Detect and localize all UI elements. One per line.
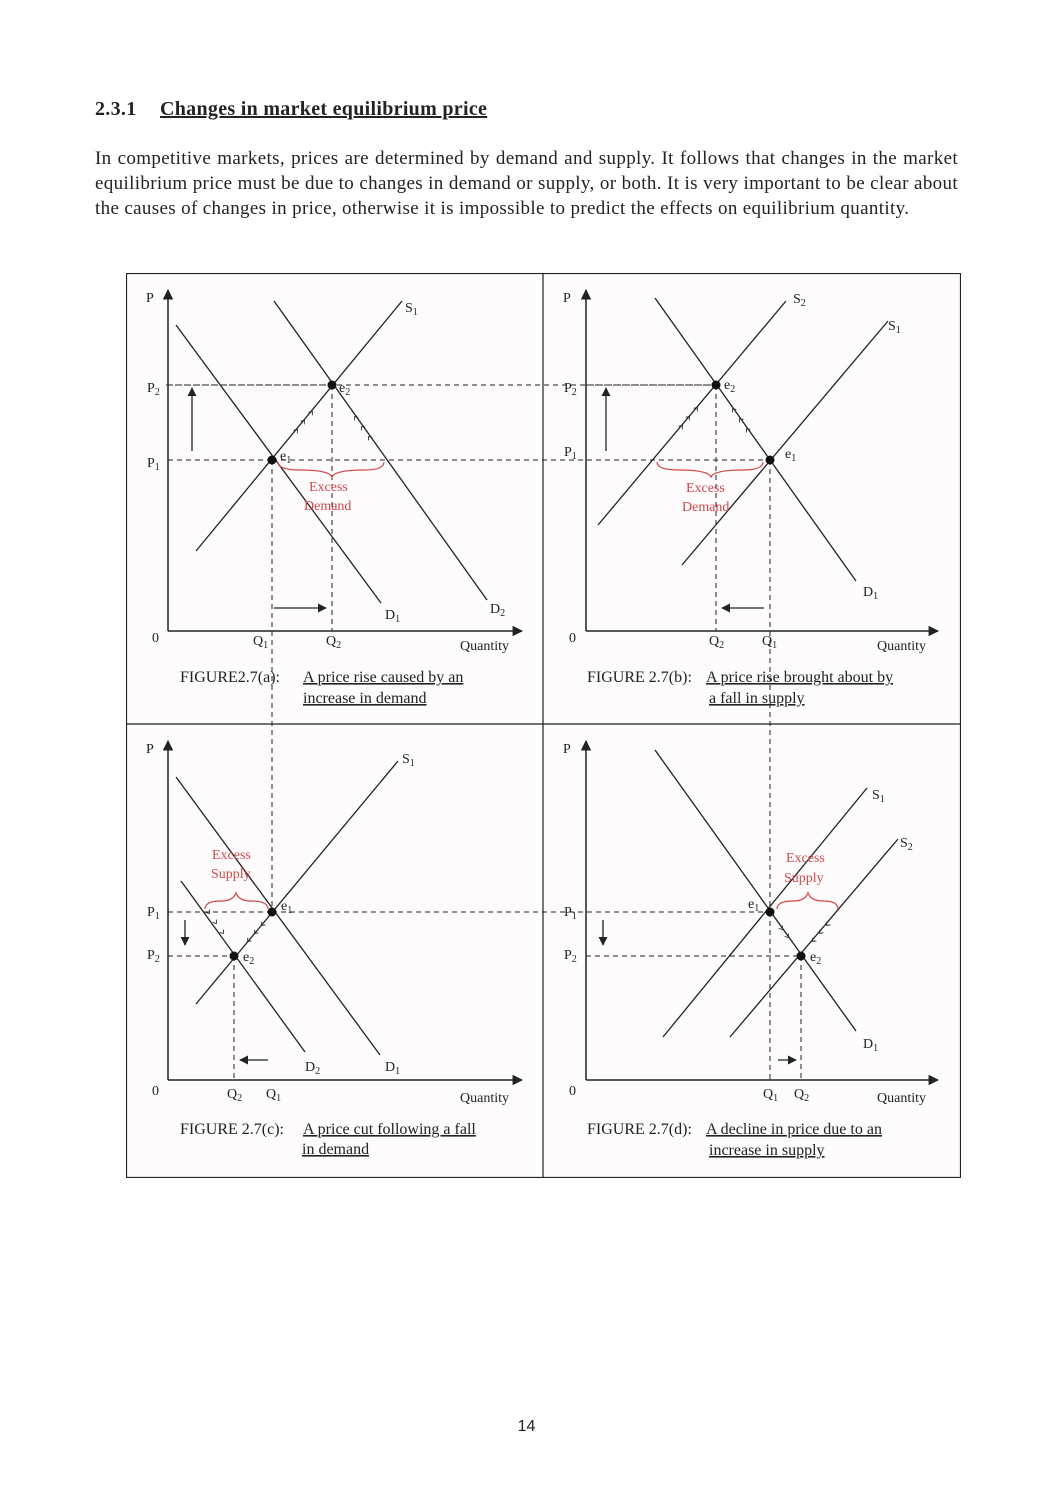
svg-text:S2: $S_2$	[900, 836, 913, 853]
fig-b-origin: 0	[569, 631, 576, 646]
fig-d-caption-line1: A decline in price due to an	[706, 1121, 882, 1138]
fig-b-excess-line1: Excess	[686, 481, 725, 496]
svg-text:D1: $D_1$	[863, 585, 879, 602]
svg-text:Q1: $Q_1$	[253, 634, 269, 651]
fig-b-excess-line2: Demand	[682, 500, 730, 515]
svg-text:e2: $e_2$	[810, 950, 822, 967]
fig-a-caption-line2: increase in demand	[303, 690, 427, 707]
fig-a-caption-label: FIGURE2.7(a):	[180, 669, 280, 686]
body-paragraph: In competitive markets, prices are determined by demand and supply. It follows that changes in the market equilibrium price must be due to changes in demand or supply, or both. It is very important to be clear about the causes of changes in price, otherwise it is impossible to predict the effects on equilibrium quantity.	[95, 148, 958, 219]
fig-a-excess-line1: Excess	[309, 480, 348, 495]
svg-text:e1: $e_1$	[748, 897, 760, 914]
svg-text:Q2: $Q_2$	[227, 1087, 243, 1104]
svg-text:Q1: $Q_1$	[763, 1087, 779, 1104]
svg-text:P2: $P_2$	[564, 948, 577, 965]
svg-text:e2: $e_2$	[243, 950, 255, 967]
page-number: 14	[517, 1418, 536, 1435]
fig-a-x-label: Quantity	[460, 639, 509, 654]
svg-text:P1: $P_1$	[564, 905, 577, 922]
svg-text:P1: $P_1$	[564, 445, 577, 462]
svg-text:e2: $e_2$	[724, 378, 736, 395]
svg-text:Q1: $Q_1$	[762, 634, 778, 651]
section-title: Changes in market equilibrium price	[160, 98, 488, 120]
svg-text:D1: $D_1$	[385, 1060, 401, 1077]
fig-b-caption-line1: A price rise brought about by	[706, 669, 894, 686]
svg-text:S1: $S_1$	[402, 752, 415, 769]
fig-c-caption-label: FIGURE 2.7(c):	[180, 1121, 284, 1138]
svg-text:P2: $P_2$	[564, 381, 577, 398]
fig-c-origin: 0	[152, 1084, 159, 1099]
fig-a-origin: 0	[152, 631, 159, 646]
fig-b-x-label: Quantity	[877, 639, 926, 654]
svg-text:e1: $e_1$	[785, 447, 797, 464]
fig-c-caption-line2: in demand	[302, 1141, 370, 1158]
svg-text:P2: $P_2$	[147, 948, 160, 965]
svg-text:P2: $P_2$	[147, 381, 160, 398]
fig-d-origin: 0	[569, 1084, 576, 1099]
fig-c-caption-line1: A price cut following a fall	[303, 1121, 476, 1138]
fig-c-y-label: P	[146, 742, 154, 757]
svg-text:P1: $P_1$	[147, 456, 160, 473]
svg-text:S1: $S_1$	[888, 319, 901, 336]
svg-text:S1: $S_1$	[872, 788, 885, 805]
svg-text:S2: $S_2$	[793, 292, 806, 309]
fig-b-y-label: P	[563, 291, 571, 306]
fig-d-caption-label: FIGURE 2.7(d):	[587, 1121, 692, 1138]
svg-text:e1: $e_1$	[281, 899, 293, 916]
svg-text:D2: $D_2$	[305, 1060, 321, 1077]
svg-text:e2: $e_2$	[339, 381, 351, 398]
svg-text:Q2: $Q_2$	[709, 634, 725, 651]
svg-text:S1: $S_1$	[405, 301, 418, 318]
fig-c-excess-line1: Excess	[212, 848, 251, 863]
fig-c-excess-line2: Supply	[211, 867, 251, 882]
fig-a-caption-line1: A price rise caused by an	[303, 669, 464, 686]
svg-text:D1: $D_1$	[385, 608, 401, 625]
fig-d-excess-line1: Excess	[786, 851, 825, 866]
fig-b-caption-line2: a fall in supply	[709, 690, 805, 707]
svg-text:P1: $P_1$	[147, 905, 160, 922]
fig-b-caption-label: FIGURE 2.7(b):	[587, 669, 692, 686]
fig-d-y-label: P	[563, 742, 571, 757]
fig-c-x-label: Quantity	[460, 1091, 509, 1106]
svg-text:D1: $D_1$	[863, 1037, 879, 1054]
fig-d-caption-line2: increase in supply	[709, 1142, 825, 1159]
section-number: 2.3.1	[95, 98, 137, 120]
fig-a-excess-line2: Demand	[304, 499, 352, 514]
fig-d-x-label: Quantity	[877, 1091, 926, 1106]
svg-text:e1: $e_1$	[280, 449, 292, 466]
svg-text:Q2: $Q_2$	[326, 634, 342, 651]
section-heading	[95, 98, 487, 121]
svg-text:Q2: $Q_2$	[794, 1087, 810, 1104]
svg-text:Q1: $Q_1$	[266, 1087, 282, 1104]
figure-2-7-grid	[126, 273, 961, 1178]
fig-d-excess-line2: Supply	[784, 871, 824, 886]
svg-text:D2: $D_2$	[490, 602, 506, 619]
fig-a-y-label: P	[146, 291, 154, 306]
